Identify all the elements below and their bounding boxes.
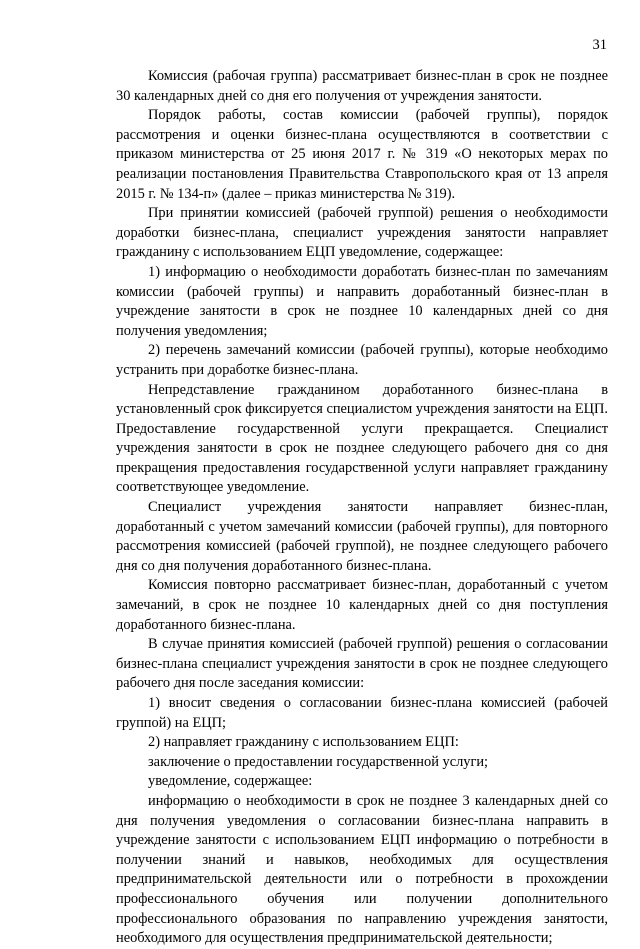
paragraph-8: Комиссия повторно рассматривает бизнес-план, доработанный с учетом замечаний, в срок не позднее 10 календарных дней со дня поступления доработанного бизнес-плана. bbox=[116, 577, 608, 633]
paragraph-1: Комиссия (рабочая группа) рассматривает бизнес-план в срок не позднее 30 календарных дней со дня его получения от учреждения занятости. bbox=[116, 68, 608, 104]
paragraph-2: Порядок работы, состав комиссии (рабочей группы), порядок рассмотрения и оценки бизнес-плана осуществляются в соответствии с приказом министерства от 25 июня 2017 г. № 319 «О некоторых мерах по реализации постановления Правительства Ставропольского края от 13 апреля 2015 г. № 134-п» (далее – приказ министерства № 319). bbox=[116, 107, 608, 202]
paragraph-10: 1) вносит сведения о согласовании бизнес-плана комиссией (рабочей группой) на ЕЦП; bbox=[116, 695, 608, 731]
paragraph-6: Непредставление гражданином доработанного бизнес-плана в установленный срок фиксируется специалистом учреждения занятости на ЕЦП. Предоставление государственной услуги прекращается. Специалист учреждения занятости в срок не позднее следующего рабочего дня со дня прекращения предоставления государственной услуги направляет гражданину соответствующее уведомление. bbox=[116, 381, 609, 496]
paragraph-11: 2) направляет гражданину с использованием ЕЦП: bbox=[148, 734, 459, 751]
paragraph-9: В случае принятия комиссией (рабочей группой) решения о согласовании бизнес-плана специалист учреждения занятости в срок не позднее следующего рабочего дня после заседания комиссии: bbox=[116, 636, 608, 692]
paragraph-3: При принятии комиссией (рабочей группой) решения о необходимости доработки бизнес-плана, специалист учреждения занятости направляет гражданину с использованием ЕЦП уведомление, содержащее: bbox=[116, 205, 608, 261]
paragraph-14: информацию о необходимости в срок не позднее 3 календарных дней со дня получения уведомления о согласовании бизнес-плана направить в учреждение занятости с использованием ЕЦП информацию о потребности в получении знаний и навыков, необходимых для осуществления предпринимательской деятельности или о потребности в прохождении профессионального обучения или получении дополнительного профессионального образования по направлению учреждения занятости, необходимого для осуществления предпринимательской деятельности; bbox=[116, 792, 608, 947]
paragraph-4: 1) информацию о необходимости доработать бизнес-план по замечаниям комиссии (рабочей группы) и направить доработанный бизнес-план в учреждение занятости в срок не позднее 10 календарных дней со дня получения уведомления; bbox=[116, 263, 608, 339]
paragraph-12: заключение о предоставлении государственной услуги; bbox=[148, 753, 489, 770]
paragraph-7: Специалист учреждения занятости направляет бизнес-план, доработанный с учетом замечаний комиссии (рабочей группы), для повторного рассмотрения комиссией (рабочей группой), не позднее следующего рабочего дня со дня получения доработанного бизнес-плана. bbox=[116, 499, 608, 574]
paragraph-13: уведомление, содержащее: bbox=[148, 773, 313, 790]
paragraph-5: 2) перечень замечаний комиссии (рабочей группы), которые необходимо устранить при доработке бизнес-плана. bbox=[116, 342, 608, 378]
page-number: 31 bbox=[592, 37, 607, 53]
document-body bbox=[116, 67, 608, 949]
